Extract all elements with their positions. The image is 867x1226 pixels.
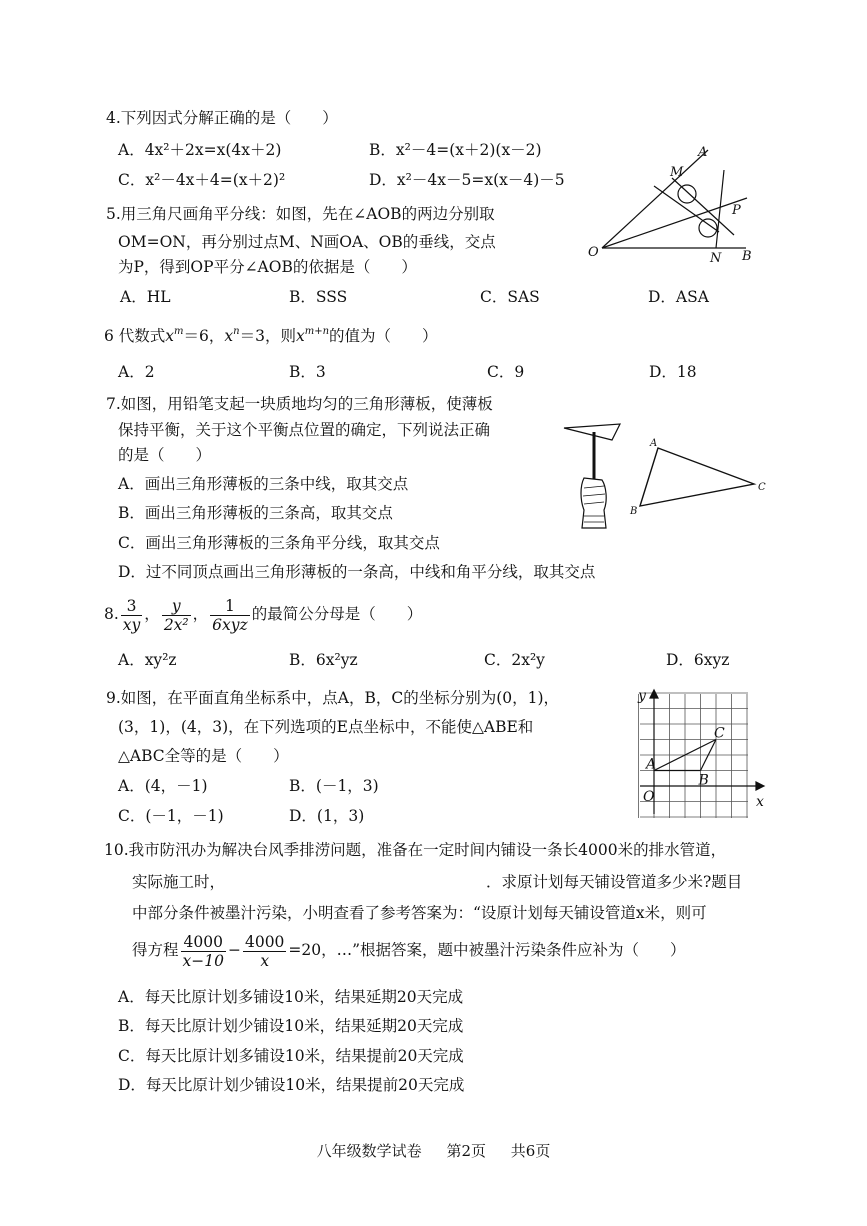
- q6-sup-m: m: [174, 326, 184, 337]
- q5-stem-line2: OM=ON，再分别过点M、N画OA、OB的垂线，交点: [118, 233, 496, 251]
- q9-stem-line1: 9.如图，在平面直角坐标系中，点A，B，C的坐标分别为(0，1)，: [106, 689, 560, 707]
- q10-option-a: A．每天比原计划多铺设10米，结果延期20天完成: [118, 988, 464, 1006]
- q10-frac-1-den: x−10: [182, 951, 224, 970]
- q10-eq-pre: 得方程: [132, 941, 179, 959]
- q9-stem-line3: △ABC全等的是（ ）: [118, 747, 289, 765]
- q8-num: 8.: [104, 605, 119, 623]
- point-label-b: B: [698, 772, 709, 789]
- origin-label: O: [643, 789, 655, 805]
- q6-x3: x: [295, 327, 305, 345]
- q10-stem-line2b: ．求原计划每天铺设管道多少米?题目: [486, 873, 743, 891]
- q9-option-c: C．(－1，－1): [118, 807, 224, 825]
- footer-title: 八年级数学试卷: [316, 1142, 422, 1160]
- q10-frac-2-num: 4000: [244, 932, 285, 951]
- q5-option-a: A．HL: [120, 288, 171, 306]
- q10-stem-line2a: 实际施工时，: [132, 873, 226, 891]
- q8-sep-1: ，: [144, 605, 160, 623]
- q9-option-a: A．(4，－1): [118, 777, 208, 795]
- footer-page: 第2页: [446, 1142, 486, 1160]
- q4-option-b: B．x²－4=(x＋2)(x－2): [369, 141, 542, 159]
- label-b: B: [742, 249, 752, 264]
- q6-option-b: B．3: [289, 363, 326, 381]
- q9-option-d: D．(1，3): [289, 807, 365, 825]
- q5-stem-line1: 5.用三角尺画角平分线：如图，先在∠AOB的两边分别取: [106, 205, 495, 223]
- q4-stem: 4.下列因式分解正确的是（ ）: [106, 109, 338, 127]
- q5-angle-figure: [584, 140, 764, 265]
- q8-frac-1-num: 3: [121, 597, 143, 616]
- ruler-edge: [654, 186, 719, 232]
- axis-label-y: y: [638, 688, 646, 704]
- page-footer: [0, 1140, 867, 1161]
- perp-n: [716, 170, 724, 248]
- q10-stem-line1: 10.我市防汛办为解决台风季排涝问题，准备在一定时间内铺设一条长4000米的排水管道，: [104, 841, 727, 859]
- q5-option-b: B．SSS: [289, 288, 348, 306]
- point-label-c: C: [714, 725, 725, 742]
- q10-option-d: D．每天比原计划少铺设10米，结果提前20天完成: [118, 1076, 465, 1094]
- q4-option-c: C．x²－4x＋4=(x＋2)²: [118, 171, 286, 189]
- q7-option-c: C．画出三角形薄板的三条角平分线，取其交点: [118, 534, 440, 552]
- q6-option-c: C．9: [487, 363, 525, 381]
- q8-frac-2: [162, 597, 191, 634]
- tri-label-b: B: [630, 506, 638, 516]
- q9-option-b: B．(－1，3): [289, 777, 379, 795]
- tri-label-c: C: [758, 482, 766, 493]
- q8-frac-1: [121, 597, 143, 634]
- y-axis-arrow: [650, 690, 658, 698]
- triangle-board: [564, 424, 620, 440]
- q8-option-d: D．6xyz: [666, 651, 730, 669]
- q10-frac-1: [181, 933, 226, 970]
- q6-pre: 6 代数式: [104, 327, 166, 345]
- q6-sup-n: n: [233, 326, 240, 337]
- q8-option-a: A．xy²z: [118, 651, 177, 669]
- q7-option-a: A．画出三角形薄板的三条中线，取其交点: [118, 475, 409, 493]
- q7-option-b: B．画出三角形薄板的三条高，取其交点: [118, 504, 393, 522]
- q8-frac-2-num: y: [162, 597, 191, 616]
- q6-x2: x: [224, 327, 234, 345]
- q6-eq1: ＝6，: [183, 327, 225, 345]
- q8-frac-3-den: 6xyz: [212, 615, 248, 634]
- q10-frac-2: [243, 933, 286, 970]
- q6-post: 的值为（ ）: [329, 327, 438, 345]
- pencil-balance-figure: [562, 420, 624, 532]
- point-label-a: A: [646, 756, 657, 773]
- q6-x1: x: [165, 327, 175, 345]
- label-a: A: [698, 145, 708, 160]
- q7-option-d: D．过不同顶点画出三角形薄板的一条高，中线和角平分线，取其交点: [118, 563, 596, 581]
- q9-stem-line2: (3，1)，(4，3)，在下列选项的E点坐标中，不能使△ABE和: [118, 718, 534, 736]
- q5-stem-line3: 为P，得到OP平分∠AOB的依据是（ ）: [118, 258, 417, 276]
- q10-minus: −: [227, 941, 241, 959]
- x-axis-arrow: [756, 782, 764, 790]
- label-n: N: [710, 251, 722, 265]
- axis-label-x: x: [756, 794, 764, 810]
- q8-option-b: B．6x²yz: [289, 651, 358, 669]
- ray-oa: [602, 150, 708, 248]
- q4-option-a: A．4x²＋2x=x(4x＋2): [118, 141, 282, 159]
- q6-sup-mn: m+n: [304, 326, 330, 337]
- label-m: M: [670, 165, 684, 180]
- q7-stem-line2: 保持平衡，关于这个平衡点位置的确定，下列说法正确: [118, 421, 491, 439]
- q6-eq2: ＝3，则: [239, 327, 296, 345]
- q6-option-a: A．2: [118, 363, 155, 381]
- q8-frac-3: [210, 597, 250, 634]
- footer-total: 共6页: [510, 1142, 551, 1160]
- q8-frac-1-den: xy: [122, 615, 141, 634]
- q7-stem-line1: 7.如图，用铅笔支起一块质地均匀的三角形薄板，使薄板: [106, 395, 493, 413]
- label-p: P: [732, 203, 741, 218]
- q10-equation-line: [132, 930, 686, 970]
- q7-triangle-abc: [628, 436, 770, 516]
- q5-option-c: C．SAS: [480, 288, 540, 306]
- q10-stem-line3: 中部分条件被墨汁污染，小明查看了参考答案为：“设原计划每天铺设管道x米，则可: [132, 904, 707, 922]
- q9-coordinate-grid: [630, 686, 770, 822]
- q8-post: 的最简公分母是（ ）: [251, 605, 423, 623]
- q6-stem: [104, 326, 438, 346]
- q8-stem: [104, 594, 422, 634]
- label-o: O: [588, 245, 599, 260]
- q10-option-b: B．每天比原计划少铺设10米，结果延期20天完成: [118, 1017, 464, 1035]
- ray-op: [602, 198, 747, 248]
- q10-eq-post: =20，…”根据答案，题中被墨汁污染条件应补为（ ）: [288, 941, 686, 959]
- q8-sep-2: ，: [192, 605, 209, 623]
- q6-option-d: D．18: [649, 363, 697, 381]
- q10-option-c: C．每天比原计划多铺设10米，结果提前20天完成: [118, 1047, 464, 1065]
- q10-frac-2-den: x: [260, 951, 270, 970]
- q10-frac-1-num: 4000: [181, 933, 226, 952]
- tri-label-a: A: [650, 438, 658, 449]
- q7-stem-line3: 的是（ ）: [118, 446, 212, 464]
- q8-frac-3-num: 1: [210, 597, 250, 616]
- q4-option-d: D．x²－4x－5=x(x－4)－5: [369, 171, 565, 189]
- ruler-hole-1: [678, 185, 696, 203]
- q8-option-c: C．2x²y: [484, 651, 545, 669]
- q8-frac-2-den: 2x²: [163, 615, 189, 634]
- q5-option-d: D．ASA: [648, 288, 709, 306]
